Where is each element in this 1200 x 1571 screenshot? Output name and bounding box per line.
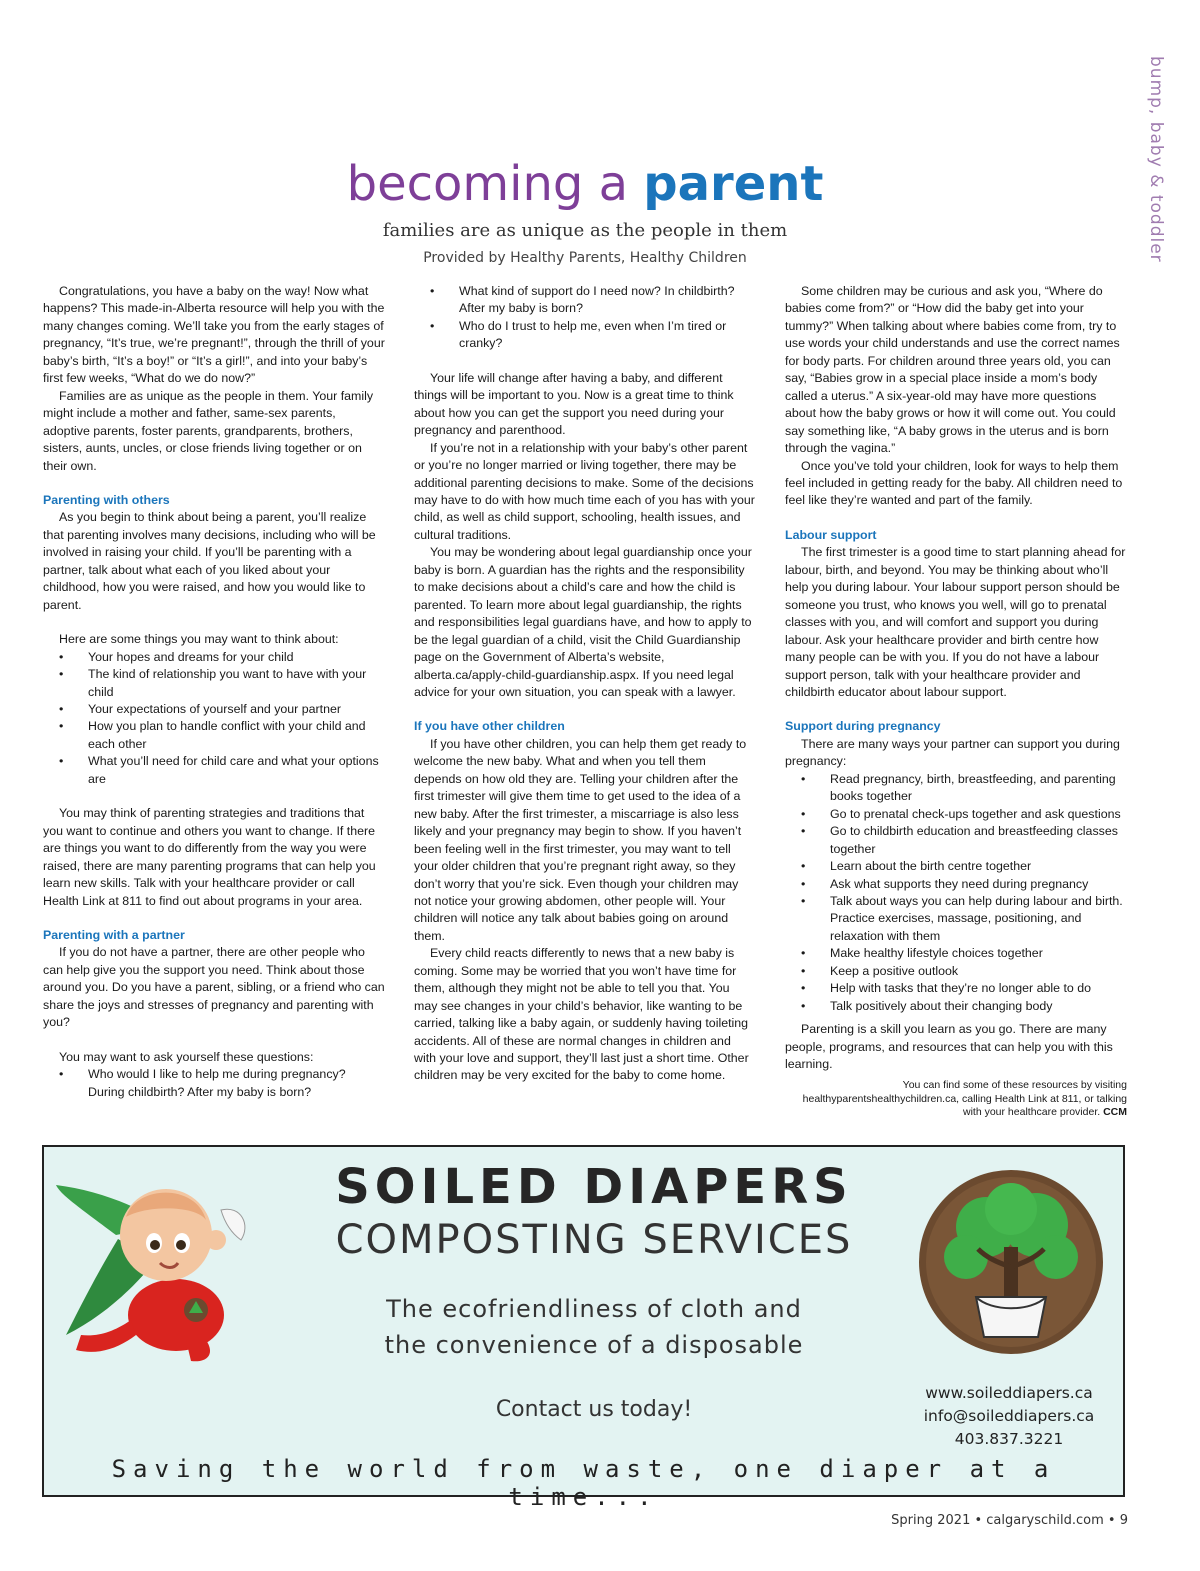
paragraph: Families are as unique as the people in them. Your family might include a mother and father, same-sex parents, adoptive parents, foster parents, grandparents, brothers, sisters, aunts, uncles, or close friends living together or on their own. bbox=[43, 388, 374, 473]
paragraph: If you have other children, you can help them get ready to welcome the new baby. What and when you tell them depends on how old they are. Telling your children after the first trimester will give them time to get used to the idea of a new baby. After the first trimester, a miscarriage is also less likely and your pregnancy may begin to show. If you haven’t been feeling well in the first trimester, you may want to tell your older children that you’re pregnant right away, so they don’t worry that you’re sick. Even though your children may not notice your growing abdomen, other people will. Your children will notice any talk about babies going on around them. bbox=[414, 736, 747, 943]
list-item: • Go to childbirth education and breastfeeding classes together bbox=[785, 823, 1127, 858]
bullet-list bbox=[43, 1066, 385, 1101]
paragraph: As you begin to think about being a parent, you’ll realize that parenting involves many decisions, including who will be involved in raising your child. If you’ll be parenting with a partner, talk about what each of you liked about your childhood, how you were raised, and how you would like to parent. bbox=[43, 510, 376, 612]
list-item: • Read pregnancy, birth, breastfeeding, and parenting books together bbox=[785, 771, 1127, 806]
section-heading: If you have other children bbox=[414, 719, 565, 734]
superhero-baby-illustration bbox=[56, 1165, 266, 1370]
list-item: • Learn about the birth centre together bbox=[785, 858, 1127, 875]
email-link[interactable]: info@soileddiapers.ca bbox=[923, 1407, 1095, 1425]
title-part-1: becoming a bbox=[346, 156, 629, 212]
footnote-text: You can find some of these resources by visiting healthyparentshealthychildren.ca, calling Health Link at 811, or talking with your healthcare provider. bbox=[802, 1079, 1127, 1119]
section-tab: bump, baby & toddler bbox=[1146, 56, 1166, 263]
section-heading: Labour support bbox=[785, 527, 877, 542]
website-link[interactable]: www.soileddiapers.ca bbox=[925, 1384, 1093, 1402]
paragraph: The first trimester is a good time to start planning ahead for labour, birth, and beyond. You may be thinking about who’ll help you during labour. Your labour support person should be someone you trust, who knows you well, will go to prenatal classes with you, and will comfort and support you during labour. Ask your healthcare provider and birth centre how many people can be with you. If you do not have a labour support person, talk with your healthcare provider and childbirth educator about labour support. bbox=[785, 545, 1126, 699]
ad-tagline-line-1: The ecofriendliness of cloth and bbox=[386, 1295, 802, 1323]
list-item: • Talk about ways you can help during labour and birth. Practice exercises, massage, positioning, and relaxation with them bbox=[785, 893, 1127, 945]
ad-contact-info bbox=[904, 1382, 1114, 1451]
list-item: • The kind of relationship you want to have with your child bbox=[43, 666, 385, 701]
page-footer: Spring 2021 • calgaryschild.com • 9 bbox=[891, 1513, 1128, 1528]
list-item: • How you plan to handle conflict with your child and each other bbox=[43, 718, 385, 753]
resources-footnote bbox=[785, 1079, 1127, 1120]
paragraph: Every child reacts differently to news that a new baby is coming. Some may be worried that you won’t have time for them, although they might not be able to tell you that. You may see changes in your child’s behavior, like wanting to be carried, talking like a baby again, or suddenly having toileting accidents. All of these are normal changes in children and with your love and support, they’ll last just a short time. Other children may be very excited for the baby to come home. bbox=[414, 946, 749, 1083]
paragraph: You may think of parenting strategies and traditions that you want to continue and others you want to change. If there are things you want to do differently from the way you were raised, there are many parenting programs that can help you learn new skills. Talk with your healthcare provider or call Health Link at 811 to find out about programs in your area. bbox=[43, 806, 376, 908]
paragraph: Parenting is a skill you learn as you go. There are many people, programs, and resources that can help you with this learning. bbox=[785, 1022, 1113, 1072]
paragraph: You may be wondering about legal guardianship once your baby is born. A guardian has the rights and the responsibility to make decisions about a child’s care and how the child is parented. To learn more about legal guardianship, the rights and responsibilities legal guardians have, and how to apply to be the legal guardian of a child, visit the Child Guardianship page on the Government of Alberta’s website, alberta.ca/apply-child-guardianship.aspx. If you need legal advice for your own situation, you can speak with a lawyer. bbox=[414, 545, 752, 699]
list-item: • What kind of support do I need now? In childbirth? After my baby is born? bbox=[414, 283, 756, 318]
ad-slogan: Saving the world from waste, one diaper at a time... bbox=[111, 1455, 1056, 1511]
page-title bbox=[0, 158, 1170, 211]
article-column-1 bbox=[43, 283, 385, 1101]
list-item: • Keep a positive outlook bbox=[785, 963, 1127, 980]
bullet-list bbox=[414, 283, 756, 353]
list-item: • Make healthy lifestyle choices together bbox=[785, 945, 1127, 962]
soiled-diapers-ad[interactable] bbox=[42, 1145, 1125, 1511]
paragraph: If you do not have a partner, there are other people who can help give you the support you need. Think about those around you. Do you have a parent, sibling, or a friend who can share the joys and stresses of pregnancy and parenting with you? bbox=[43, 945, 385, 1030]
bullet-list bbox=[43, 649, 385, 789]
section-heading: Parenting with others bbox=[43, 492, 170, 507]
ad-tagline-line-2: the convenience of a disposable bbox=[384, 1331, 804, 1359]
paragraph: If you’re not in a relationship with your baby’s other parent or you’re no longer married or living together, there may be additional parenting decisions to make. Some of the decisions may have to do with how much time each of you has with your child, as well as child support, schooling, health issues, and cultural traditions. bbox=[414, 440, 755, 542]
list-item: • Go to prenatal check-ups together and ask questions bbox=[785, 806, 1127, 823]
phone-number[interactable]: 403.837.3221 bbox=[954, 1430, 1064, 1448]
paragraph: There are many ways your partner can support you during pregnancy: bbox=[785, 736, 1120, 769]
list-item: • Your expectations of yourself and your partner bbox=[43, 701, 385, 718]
paragraph: You may want to ask yourself these questions: bbox=[59, 1049, 314, 1064]
list-item: • Who would I like to help me during pregnancy? During childbirth? After my baby is born? bbox=[43, 1066, 385, 1101]
section-heading: Parenting with a partner bbox=[43, 927, 185, 942]
author-initials: CCM bbox=[1103, 1106, 1127, 1119]
paragraph: Your life will change after having a baby, and different things will be important to you. Now is a great time to think about how you can get the support you need during your pregnancy and parenthood. bbox=[414, 370, 734, 438]
bullet-list bbox=[785, 771, 1127, 1015]
list-item: • Ask what supports they need during pregnancy bbox=[785, 876, 1127, 893]
ad-title: SOILED DIAPERS bbox=[335, 1159, 853, 1215]
article-column-2 bbox=[414, 283, 756, 1085]
list-item: • Who do I trust to help me, even when I’m tired or cranky? bbox=[414, 318, 756, 353]
paragraph: Congratulations, you have a baby on the way! Now what happens? This made-in-Alberta resource will help you with the many changes coming. We’ll take you from the early stages of pregnancy, “It’s true, we’re pregnant!”, through the thrill of your baby’s birth, “It’s a boy!” or “It’s a girl!”, and into your baby’s first few weeks, “What do we do now?” bbox=[43, 284, 385, 386]
provided-by: Provided by Healthy Parents, Healthy Children bbox=[423, 250, 747, 266]
ad-subtitle: COMPOSTING SERVICES bbox=[335, 1217, 853, 1263]
list-item: • What you’ll need for child care and what your options are bbox=[43, 753, 385, 788]
paragraph: Once you’ve told your children, look for ways to help them feel included in getting ready for the baby. All children need to feel like they’re wanted and part of the family. bbox=[785, 458, 1123, 508]
tree-logo bbox=[916, 1167, 1106, 1362]
title-part-2: parent bbox=[643, 156, 824, 212]
article-column-3 bbox=[785, 283, 1127, 1120]
paragraph: Some children may be curious and ask you, “Where do babies come from?” or “How did the baby get into your tummy?” When talking about where babies come from, try to use words your child understands and use the correct names for body parts. For children around three years old, you can say, “Babies grow in a special place inside a mom’s body called a uterus.” A six-year-old may have more questions about how the baby grows or how it will come out. You could say something like, “A baby grows in the uterus and is born through the vagina.” bbox=[785, 284, 1120, 456]
paragraph: Here are some things you may want to think about: bbox=[59, 632, 339, 647]
section-heading: Support during pregnancy bbox=[785, 719, 941, 734]
list-item: • Your hopes and dreams for your child bbox=[43, 649, 385, 666]
list-item: • Talk positively about their changing body bbox=[785, 998, 1127, 1015]
contact-cta[interactable]: Contact us today! bbox=[495, 1397, 693, 1422]
page-subtitle: families are as unique as the people in them bbox=[382, 220, 788, 241]
list-item: • Help with tasks that they’re no longer able to do bbox=[785, 980, 1127, 997]
